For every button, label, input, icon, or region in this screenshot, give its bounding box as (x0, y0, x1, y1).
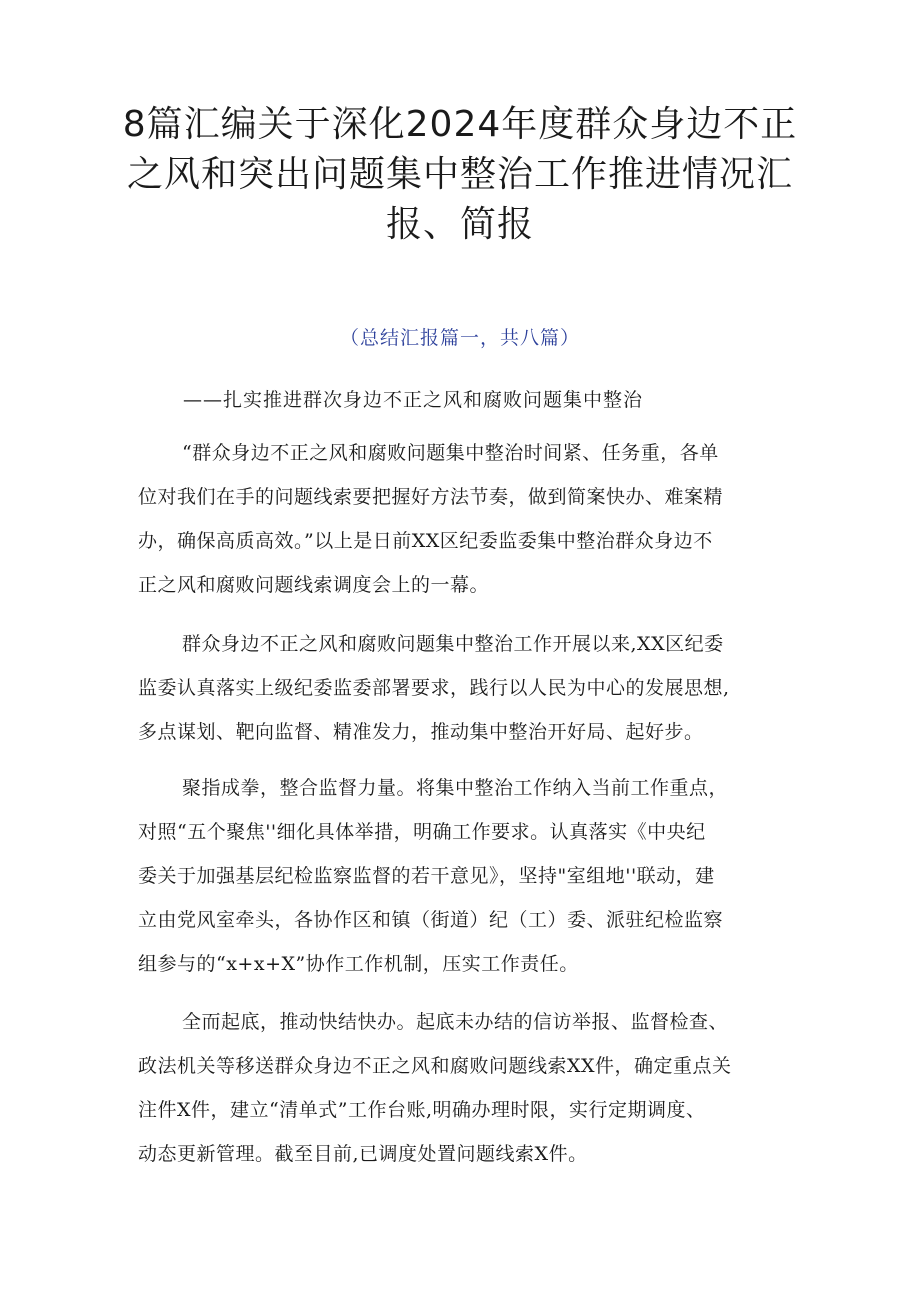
title-line-3: 报、简报 (385, 204, 534, 245)
paragraph-line: 动态更新管理。截至目前,已调度处置问题线索X件。 (138, 1143, 588, 1165)
document-title (120, 100, 800, 250)
paragraph-line: 多点谋划、靶向监督、精准发力，推动集中整治开好局、起好步。 (138, 721, 704, 743)
paragraph-line: “群众身边不正之风和腐败问题集中整治时间紧、任务重，各单 (182, 442, 719, 464)
paragraph-line: 立由党风室牵头，各协作区和镇（街道）纪（工）委、派驻纪检监察 (138, 909, 724, 931)
paragraph-line: 监委认真落实上级纪委监委部署要求，践行以人民为中心的发展思想, (138, 677, 730, 699)
paragraph-4 (138, 1000, 798, 1176)
paragraph-line: 对照“五个聚焦''细化具体举措，明确工作要求。认真落实《中央纪 (138, 821, 706, 843)
paragraph-line: 全而起底，推动快结快办。起底未办结的信访举报、监督检查、 (182, 1011, 729, 1033)
paragraph-line: 委关于加强基层纪检监察监督的若干意见》，坚持"室组地''联动，建 (138, 865, 715, 887)
paragraph-3 (138, 766, 798, 986)
paragraph-2 (138, 622, 798, 754)
document-dash-line: ——扎实推进群次身边不正之风和腐败问题集中整治 (183, 389, 644, 411)
paragraph-line: 位对我们在手的问题线索要把握好方法节奏，做到简案快办、难案精 (138, 486, 724, 508)
paragraph-1 (138, 431, 798, 607)
paragraph-line: 群众身边不正之风和腐败问题集中整治工作开展以来,XX区纪委 (182, 633, 724, 655)
paragraph-line: 聚指成拳，整合监督力量。将集中整治工作纳入当前工作重点， (182, 777, 729, 799)
paragraph-line: 注件X件，建立“清单式”工作台账,明确办理时限，实行定期调度、 (138, 1099, 706, 1121)
paragraph-line: 政法机关等移送群众身边不正之风和腐败问题线索XX件，确定重点关 (138, 1055, 732, 1077)
paragraph-line: 办，确保高质高效。”以上是日前XX区纪委监委集中整治群众身边不 (138, 530, 713, 552)
title-line-1: 8篇汇编关于深化2024年度群众身边不正 (122, 104, 798, 145)
paragraph-line: 正之风和腐败问题线索调度会上的一幕。 (138, 574, 490, 596)
document-subtitle: （总结汇报篇一，共八篇） (339, 327, 580, 349)
title-line-2: 之风和突出问题集中整治工作推进情况汇 (126, 154, 793, 195)
paragraph-line: 组参与的“x+x+X”协作工作机制，压实工作责任。 (138, 953, 579, 975)
